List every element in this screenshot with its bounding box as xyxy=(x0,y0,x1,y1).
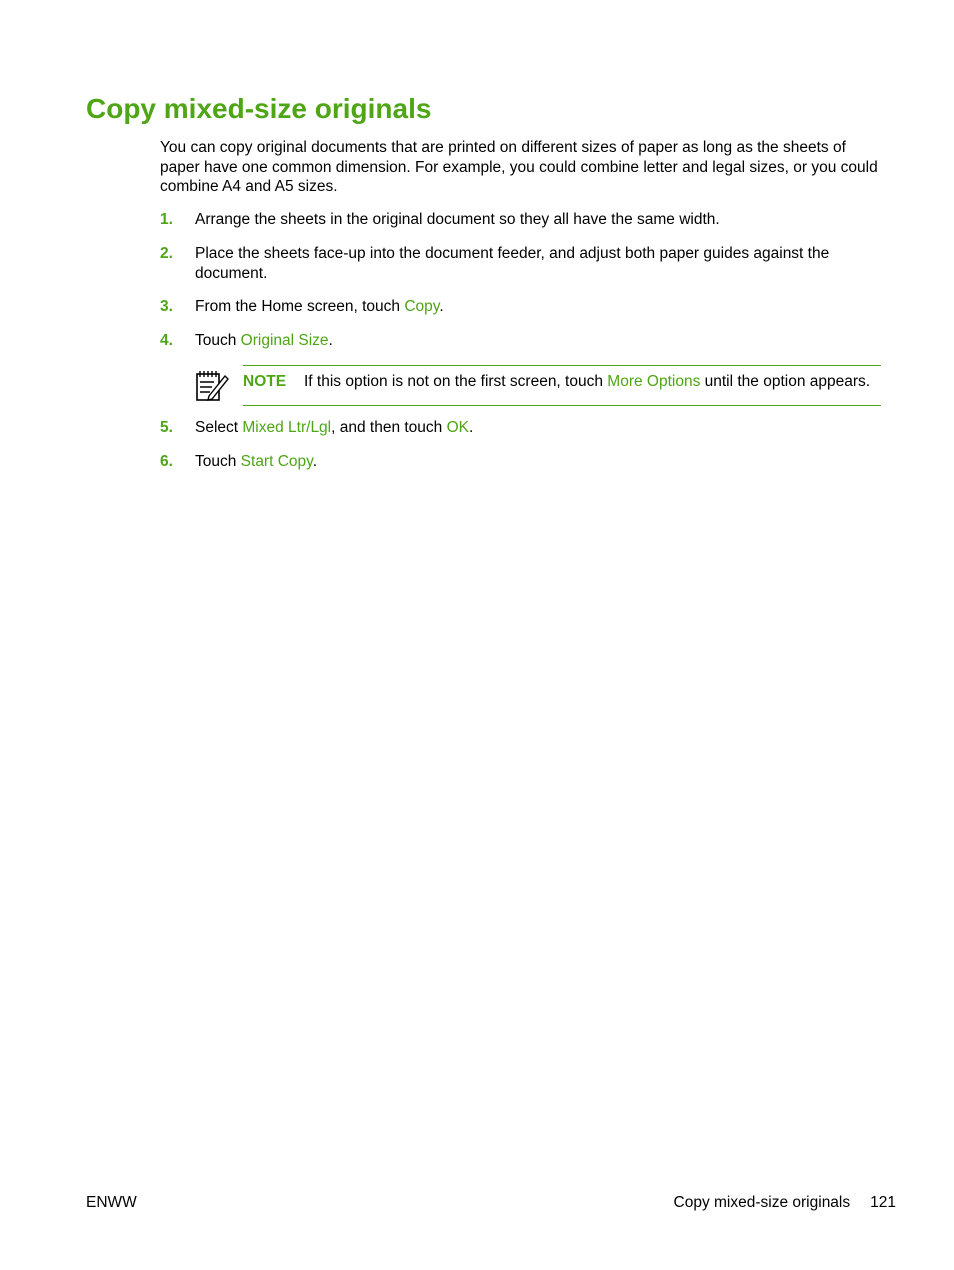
step-text: Place the sheets face-up into the document feeder, and adjust both paper guides against the document. xyxy=(195,245,830,282)
step-text xyxy=(195,297,888,317)
note-box xyxy=(195,365,881,405)
intro-paragraph: You can copy original documents that are printed on different sizes of paper as long as the sheets of paper have one common dimension. For example, you could combine letter and legal sizes, or you could combine A4 and A5 sizes. xyxy=(160,139,878,195)
note-text-post: until the option appears. xyxy=(700,373,871,390)
ui-term-original-size: Original Size xyxy=(240,332,329,349)
note-divider-top xyxy=(243,365,881,366)
step-text xyxy=(195,331,888,351)
step-5 xyxy=(160,418,888,438)
step-text-post: . xyxy=(312,453,318,470)
note-text xyxy=(304,372,870,392)
step-text-pre: Touch xyxy=(195,453,241,470)
ui-term-more-options: More Options xyxy=(607,373,701,390)
step-number: 5. xyxy=(160,419,173,436)
step-1 xyxy=(160,210,888,230)
step-text-post: . xyxy=(328,332,333,349)
step-number: 3. xyxy=(160,298,173,315)
step-number: 4. xyxy=(160,332,173,349)
footer-locale: ENWW xyxy=(86,1194,137,1211)
step-text-mid: , and then touch xyxy=(331,419,447,436)
note-pad-icon xyxy=(195,368,229,402)
step-text: Arrange the sheets in the original document so they all have the same width. xyxy=(195,211,720,228)
ui-term-ok: OK xyxy=(446,419,470,436)
step-text-pre: Select xyxy=(195,419,243,436)
step-number: 6. xyxy=(160,453,173,470)
step-number: 1. xyxy=(160,211,173,228)
ui-term-copy: Copy xyxy=(404,298,440,315)
ui-term-start-copy: Start Copy xyxy=(240,453,313,470)
step-text-pre: From the Home screen, touch xyxy=(195,298,405,315)
note-text-pre: If this option is not on the first screen, touch xyxy=(304,373,608,390)
step-number: 2. xyxy=(160,245,173,262)
ui-term-mixed-ltr-lgl: Mixed Ltr/Lgl xyxy=(242,419,332,436)
page-title: Copy mixed-size originals xyxy=(86,93,432,124)
step-6 xyxy=(160,452,888,472)
step-text-pre: Touch xyxy=(195,332,241,349)
note-divider-bottom xyxy=(243,405,881,406)
step-text-post: . xyxy=(469,419,474,436)
footer-section-title: Copy mixed-size originals xyxy=(673,1194,851,1211)
step-3 xyxy=(160,297,888,317)
step-text xyxy=(195,418,888,438)
step-4 xyxy=(160,331,888,351)
step-text xyxy=(195,452,888,472)
page-number: 121 xyxy=(870,1194,896,1211)
step-text-post: . xyxy=(439,298,444,315)
note-label: NOTE xyxy=(243,373,287,390)
step-2 xyxy=(160,244,888,283)
footer-section xyxy=(674,1193,896,1213)
